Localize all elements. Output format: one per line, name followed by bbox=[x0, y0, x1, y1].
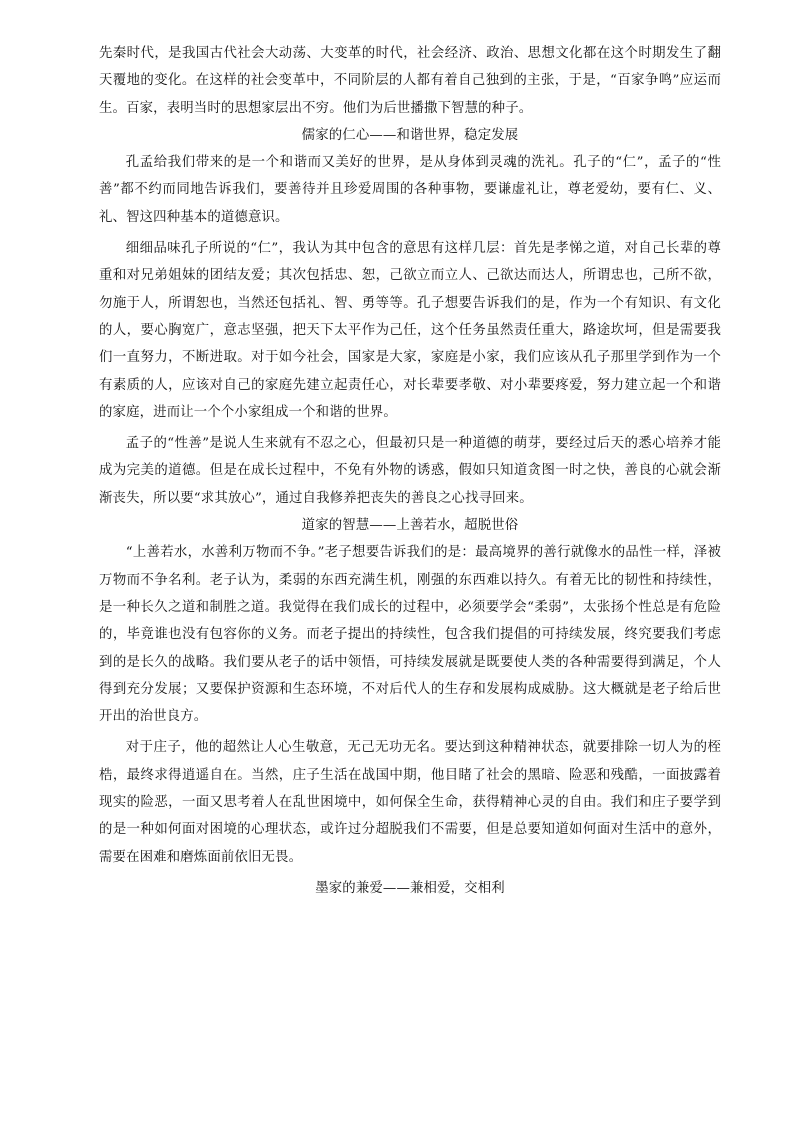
section-heading-taoist: 道家的智慧——上善若水，超脱世俗 bbox=[301, 518, 519, 534]
paragraph-taoist-2: 对于庄子，他的超然让人心生敬意，无己无功无名。要达到这种精神状态，就要排除一切人为的桎梏，最终求得逍遥自在。当然，庄子生活在战国中期，他目睹了社会的黑暗、险恶和残酷，一面披露着现实的险恶，一面又思考着人在乱世困境中，如何保全生命，获得精神心灵的自由。我们和庄子要学到的是一种如何面对困境的心理状态，或许过分超脱我们不需要，但是总要知道如何面对生活中的意外，需要在困难和磨炼面前依旧无畏。 bbox=[99, 740, 721, 865]
paragraph-taoist-1: “上善若水，水善利万物而不争。”老子想要告诉我们的是：最高境界的善行就像水的品性一样，泽被万物而不争名利。老子认为，柔弱的东西充满生机，刚强的东西难以持久。有着无比的韧性和持续性，是一种长久之道和制胜之道。我觉得在我们成长的过程中，必须要学会“柔弱”，太张扬个性总是有危险的，毕竟谁也没有包容你的义务。而老子提出的持续性，包含我们提倡的可持续发展，终究要我们考虑到的是长久的战略。我们要从老子的话中领悟，可持续发展就是既要使人类的各种需要得到满足，个人得到充分发展；又要保护资源和生态环境，不对后代人的生存和发展构成威胁。这大概就是老子给后世开出的治世良方。 bbox=[99, 545, 721, 725]
section-heading-confucian: 儒家的仁心——和谐世界，稳定发展 bbox=[301, 127, 519, 143]
paragraph-confucian-3: 孟子的“性善”是说人生来就有不忍之心，但最初只是一种道德的萌芽，要经过后天的悉心培养才能成为完美的道德。但是在成长过程中，不免有外物的诱惑，假如只知道贪图一时之快，善良的心就会渐渐丧失，所以要“求其放心”，通过自我修养把丧失的善良之心找寻回来。 bbox=[99, 436, 721, 506]
paragraph-confucian-2: 细细品味孔子所说的“仁”，我认为其中包含的意思有这样几层：首先是孝悌之道，对自己长辈的尊重和对兄弟姐妹的团结友爱；其次包括忠、恕，己欲立而立人、己欲达而达人，所谓忠也，己所不欲，勿施于人，所谓恕也，当然还包括礼、智、勇等等。孔子想要告诉我们的是，作为一个有知识、有文化的人，要心胸宽广，意志坚强，把天下太平作为己任，这个任务虽然责任重大，路途坎坷，但是需要我们一直努力，不断进取。对于如今社会，国家是大家，家庭是小家，我们应该从孔子那里学到作为一个有素质的人，应该对自己的家庭先建立起责任心，对长辈要孝敬、对小辈要疼爱，努力建立起一个和谐的家庭，进而让一个个小家组成一个和谐的世界。 bbox=[99, 241, 721, 420]
paragraph-confucian-1: 孔孟给我们带来的是一个和谐而又美好的世界，是从身体到灵魂的洗礼。孔子的“仁”，孟子的“性善”都不约而同地告诉我们，要善待并且珍爱周围的各种事物，要谦虚礼让，尊老爱幼，要有仁、义、礼、智这四种基本的道德意识。 bbox=[99, 155, 721, 225]
essay-body bbox=[99, 40, 721, 902]
intro-paragraph: 先秦时代，是我国古代社会大动荡、大变革的时代，社会经济、政治、思想文化都在这个时期发生了翻天覆地的变化。在这样的社会变革中，不同阶层的人都有着自己独到的主张，于是，“百家争鸣”应运而生。百家，表明当时的思想家层出不穷。他们为后世播撒下智慧的种子。 bbox=[99, 46, 721, 116]
section-heading-mohist: 墨家的兼爱——兼相爱，交相利 bbox=[315, 880, 505, 896]
